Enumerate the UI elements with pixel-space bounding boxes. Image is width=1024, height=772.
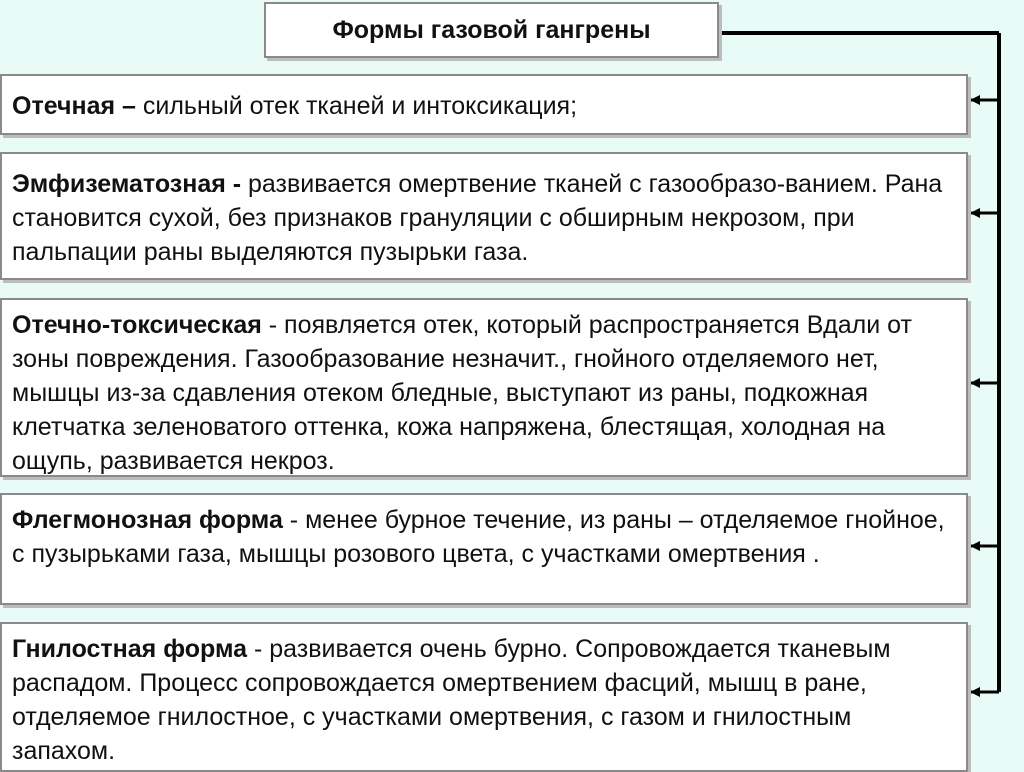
form-description: развивается омертвение тканей с газообразо-ванием. Рана становится сухой, без признаков грануляции с обширным некрозом, при пальпации раны выделяются пузырьки газа. (12, 170, 943, 266)
form-term: Отечная – (12, 92, 136, 120)
form-box-edematous-toxic (0, 298, 968, 477)
form-box-phlegmonous (0, 493, 968, 605)
form-box-putrid (0, 622, 968, 772)
form-term: Эмфизематозная - (12, 170, 242, 198)
form-description: - развивается очень бурно. Сопровождается тканевым распадом. Процесс сопровождается омертвением фасций, мышц в ране, отделяемое гнилостное, с участками омертвения, с газом и гнилостным запахом. (12, 635, 891, 765)
diagram-title: Формы газовой гангрены (332, 16, 651, 44)
form-box-emphysematous (0, 152, 968, 280)
title-box (264, 2, 719, 58)
form-description: - менее бурное течение, из раны – отделяемое гнойное, с пузырьками газа, мышцы розового цвета, с участками омертвения . (12, 506, 945, 568)
form-box-edematous (0, 74, 968, 135)
form-term: Флегмонозная форма (12, 506, 283, 534)
form-term: Отечно-токсическая (12, 311, 262, 339)
form-description: - появляется отек, который распространяется Вдали от зоны повреждения. Газообразование незначит., гнойного отделяемого нет, мышцы из-за сдавления отеком бледные, выступают из раны, подкожная клетчатка зеленоватого оттенка, кожа напряжена, блестящая, холодная на ощупь, развивается некроз. (12, 311, 912, 475)
form-term: Гнилостная форма (12, 635, 248, 663)
form-description: сильный отек тканей и интоксикация; (135, 92, 578, 120)
